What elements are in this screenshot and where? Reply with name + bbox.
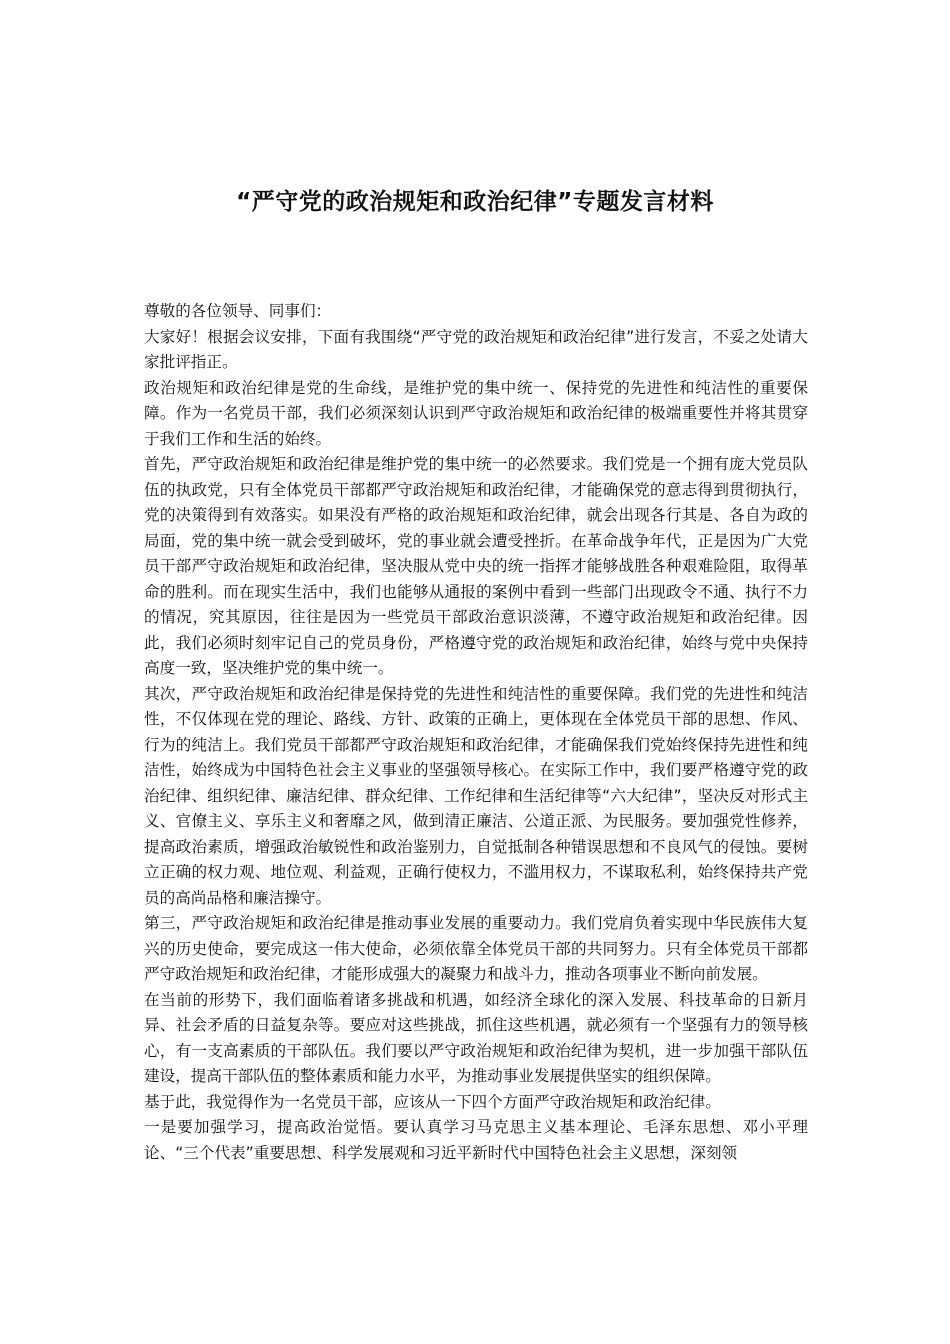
salutation: 尊敬的各位领导、同事们： — [144, 302, 332, 320]
paragraph: 在当前的形势下，我们面临着诸多挑战和机遇，如经济全球化的深入发展、科技革命的日新月异、社会矛盾的日益复杂等。要应对这些挑战，抓住这些机遇，就必须有一个坚强有力的领导核心，有一支高素质的干部队伍。我们要以严守政治规矩和政治纪律为契机，进一步加强干部队伍建设，提高干部队伍的整体素质和能力水平，为推动事业发展提供坚实的组织保障。 — [144, 990, 808, 1085]
paragraph: 首先，严守政治规矩和政治纪律是维护党的集中统一的必然要求。我们党是一个拥有庞大党员队伍的执政党，只有全体党员干部都严守政治规矩和政治纪律，才能确保党的意志得到贯彻执行，党的决策得到有效落实。如果没有严格的政治规矩和政治纪律，就会出现各行其是、各自为政的局面，党的集中统一就会受到破坏，党的事业就会遭受挫折。在革命战争年代，正是因为广大党员干部严守政治规矩和政治纪律，坚决服从党中央的统一指挥才能够战胜各种艰难险阻，取得革命的胜利。而在现实生活中，我们也能够从通报的案例中看到一些部门出现政令不通、执行不力的情况，究其原因，往往是因为一些党员干部政治意识淡薄，不遵守政治规矩和政治纪律。因此，我们必须时刻牢记自己的党员身份，严格遵守党的政治规矩和政治纪律，始终与党中央保持高度一致，坚决维护党的集中统一。 — [144, 455, 808, 677]
document-body — [144, 299, 808, 1166]
document-title: “严守党的政治规矩和政治纪律”专题发言材料 — [236, 189, 714, 215]
paragraph: 第三，严守政治规矩和政治纪律是推动事业发展的重要动力。我们党肩负着实现中华民族伟大复兴的历史使命，要完成这一伟大使命，必须依靠全体党员干部的共同努力。只有全体党员干部都严守政治规矩和政治纪律，才能形成强大的凝聚力和战斗力，推动各项事业不断向前发展。 — [144, 914, 808, 983]
paragraph: 大家好！根据会议安排，下面有我围绕“严守党的政治规矩和政治纪律”进行发言，不妥之处请大家批评指正。 — [144, 327, 808, 371]
paragraph: 其次，严守政治规矩和政治纪律是保持党的先进性和纯洁性的重要保障。我们党的先进性和纯洁性，不仅体现在党的理论、路线、方针、政策的正确上，更体现在全体党员干部的思想、作风、行为的纯洁上。我们党员干部都严守政治规矩和政治纪律，才能确保我们党始终保持先进性和纯洁性，始终成为中国特色社会主义事业的坚强领导核心。在实际工作中，我们要严格遵守党的政治纪律、组织纪律、廉洁纪律、群众纪律、工作纪律和生活纪律等“六大纪律”，坚决反对形式主义、官僚主义、享乐主义和奢靡之风，做到清正廉洁、公道正派、为民服务。要加强党性修养，提高政治素质，增强政治敏锐性和政治鉴别力，自觉抵制各种错误思想和不良风气的侵蚀。要树立正确的权力观、地位观、利益观，正确行使权力，不滥用权力，不谋取私利，始终保持共产党员的高尚品格和廉洁操守。 — [144, 684, 808, 907]
paragraph: 一是要加强学习，提高政治觉悟。要认真学习马克思主义基本理论、毛泽东思想、邓小平理论、“三个代表”重要思想、科学发展观和习近平新时代中国特色社会主义思想，深刻领 — [144, 1118, 808, 1162]
paragraph: 政治规矩和政治纪律是党的生命线，是维护党的集中统一、保持党的先进性和纯洁性的重要保障。作为一名党员干部，我们必须深刻认识到严守政治规矩和政治纪律的极端重要性并将其贯穿于我们工作和生活的始终。 — [144, 378, 808, 448]
paragraph: 基于此，我觉得作为一名党员干部，应该从一下四个方面严守政治规矩和政治纪律。 — [144, 1092, 721, 1111]
